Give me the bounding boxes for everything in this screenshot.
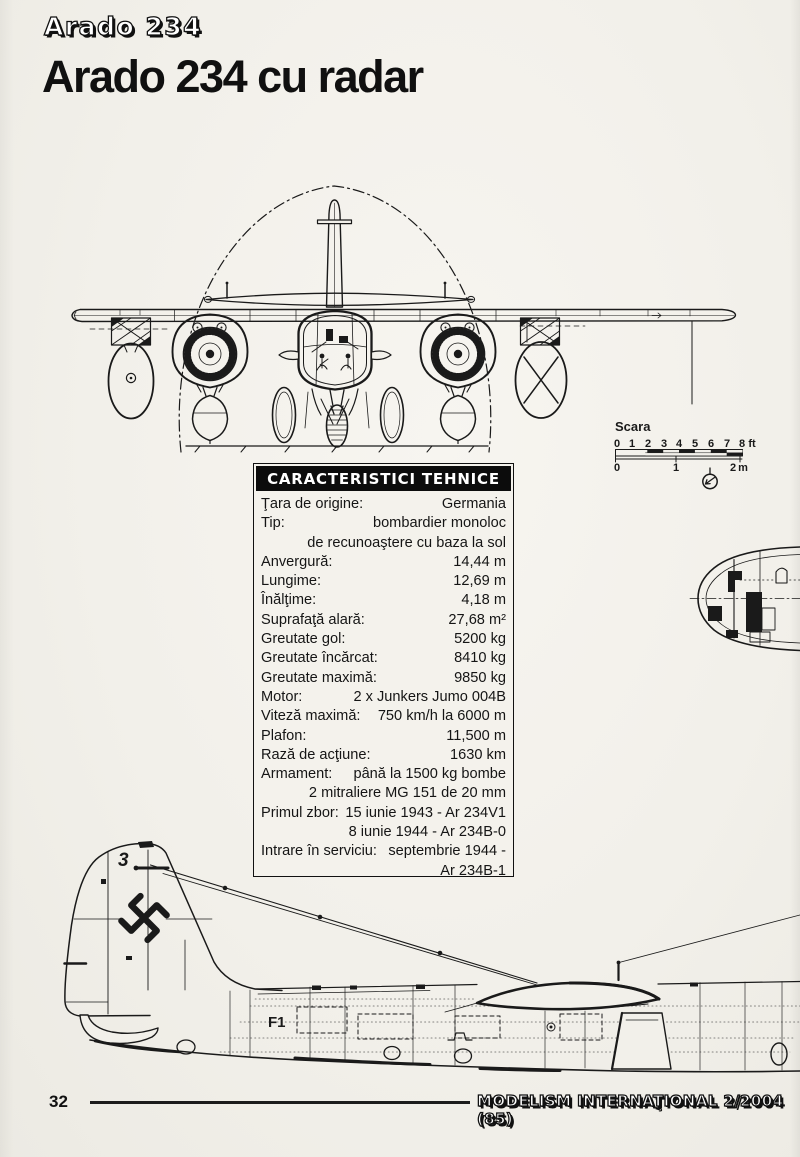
svg-text:1: 1	[628, 438, 636, 450]
spec-value: 9850 kg	[454, 669, 506, 686]
spec-value: 4,18 m	[461, 592, 506, 609]
nose-detail-drawing	[685, 540, 800, 665]
spec-value: 1630 km	[450, 746, 506, 763]
spec-row	[261, 611, 506, 630]
svg-text:8: 8	[738, 438, 746, 450]
spec-label: Anvergură:	[261, 553, 333, 570]
fin-number: 3	[118, 850, 129, 871]
spec-label: Primul zbor:	[261, 804, 339, 821]
spec-row	[261, 649, 506, 668]
spec-label: Viteză maximă:	[261, 708, 361, 725]
spec-value: 14,44 m	[453, 553, 506, 570]
spec-value: 5200 kg	[454, 631, 506, 648]
svg-text:7: 7	[723, 438, 731, 450]
spec-value: 27,68 m²	[448, 611, 506, 628]
spec-value: Germania	[441, 496, 506, 512]
fuselage-code: F1	[268, 1014, 286, 1031]
scale-meter-labels	[614, 462, 748, 474]
spec-value: 15 iunie 1943 - Ar 234V1	[345, 804, 506, 821]
svg-text:4: 4	[675, 438, 683, 450]
spec-label: Greutate încărcat:	[261, 650, 378, 667]
spec-value: 8410 kg	[454, 650, 506, 667]
spec-label: Suprafaţă alară:	[261, 611, 365, 628]
spec-label: Armament:	[261, 766, 333, 783]
engine-nacelle-left	[173, 315, 248, 444]
spec-label: Greutate maximă:	[261, 669, 377, 686]
spec-row	[261, 842, 506, 861]
spec-label: Ţara de origine:	[261, 496, 364, 512]
wing-root	[445, 961, 659, 1012]
spec-value: până la 1500 kg bombe	[353, 766, 506, 783]
spec-label: Motor:	[261, 688, 303, 705]
spec-value: 11,500 m	[446, 727, 506, 744]
spec-row	[261, 495, 506, 514]
spec-label: Lungime:	[261, 573, 322, 590]
svg-text:ft: ft	[748, 438, 756, 450]
spec-row	[261, 727, 506, 746]
specs-table-header: CARACTERISTICI TEHNICE	[256, 466, 511, 491]
tail-fin	[318, 200, 352, 307]
spec-row	[261, 591, 506, 610]
spec-label: Intrare în serviciu:	[261, 843, 377, 860]
spec-value: 12,69 m	[453, 573, 506, 590]
spec-row	[261, 514, 506, 533]
spec-row	[261, 669, 506, 688]
svg-text:2: 2	[729, 462, 737, 474]
spec-row	[261, 630, 506, 649]
spec-row	[261, 553, 506, 572]
footer-magazine-title: MODELISM INTERNAŢIONAL 2/2004 (85)	[477, 1092, 784, 1128]
svg-text:0: 0	[613, 462, 621, 474]
spec-value: septembrie 1944 -	[388, 843, 506, 860]
svg-text:5: 5	[691, 438, 699, 450]
specs-table	[253, 463, 514, 877]
spec-value: 2 x Junkers Jumo 004B	[353, 688, 506, 705]
spec-value: bombardier monoloc	[372, 515, 506, 532]
svg-text:3: 3	[660, 438, 668, 450]
spec-row	[261, 746, 506, 765]
spec-value-continuation: 8 iunie 1944 - Ar 234B-0	[348, 824, 506, 841]
main-wing	[72, 310, 736, 405]
scale-feet-labels	[614, 438, 756, 450]
spec-label: Plafon:	[261, 727, 307, 744]
outboard-store-right	[516, 318, 567, 418]
cockpit-interior-detail	[312, 329, 358, 370]
front-view-drawing	[40, 175, 760, 495]
swastika-marking	[119, 893, 170, 944]
spec-label: Tip:	[261, 515, 285, 532]
spec-label: Înălţime:	[261, 592, 317, 609]
belly-fairing	[612, 1013, 671, 1069]
engine-nacelle-right	[421, 315, 496, 444]
tailplane	[204, 282, 474, 306]
spec-row	[261, 572, 506, 591]
tail-fin-side	[65, 841, 283, 1016]
nose-section	[690, 547, 800, 651]
svg-text:0: 0	[613, 438, 621, 450]
nosewheel-tread	[328, 410, 347, 440]
series-header: Arado 234	[44, 12, 203, 41]
spec-value-continuation: 2 mitraliere MG 151 de 20 mm	[308, 785, 506, 802]
page-number: 32	[49, 1092, 68, 1111]
antenna-wires	[151, 865, 800, 985]
outboard-pod-left	[109, 318, 154, 419]
spec-row	[261, 804, 506, 823]
svg-text:2: 2	[644, 438, 652, 450]
spec-row	[261, 688, 506, 707]
spec-value-continuation: Ar 234B-1	[440, 862, 506, 879]
spec-label: Greutate gol:	[261, 631, 346, 648]
specs-rows	[254, 491, 513, 881]
svg-text:1: 1	[672, 462, 680, 474]
scale-label: Scara	[615, 419, 651, 434]
scale-bar	[614, 419, 756, 489]
access-panels	[297, 1007, 602, 1040]
page-title: Arado 234 cu radar	[42, 51, 423, 102]
view-direction-symbol	[703, 468, 717, 489]
svg-text:m: m	[738, 462, 748, 474]
spec-value: 750 km/h la 6000 m	[377, 708, 506, 725]
spec-value-continuation: de recunoaştere cu baza la sol	[307, 534, 506, 551]
spec-row	[261, 765, 506, 784]
landing-gear	[186, 388, 488, 453]
rear-fuselage	[80, 982, 800, 1072]
footer-rule	[90, 1101, 470, 1104]
spec-row	[261, 707, 506, 726]
svg-text:6: 6	[707, 438, 715, 450]
spec-label: Rază de acţiune:	[261, 746, 371, 763]
